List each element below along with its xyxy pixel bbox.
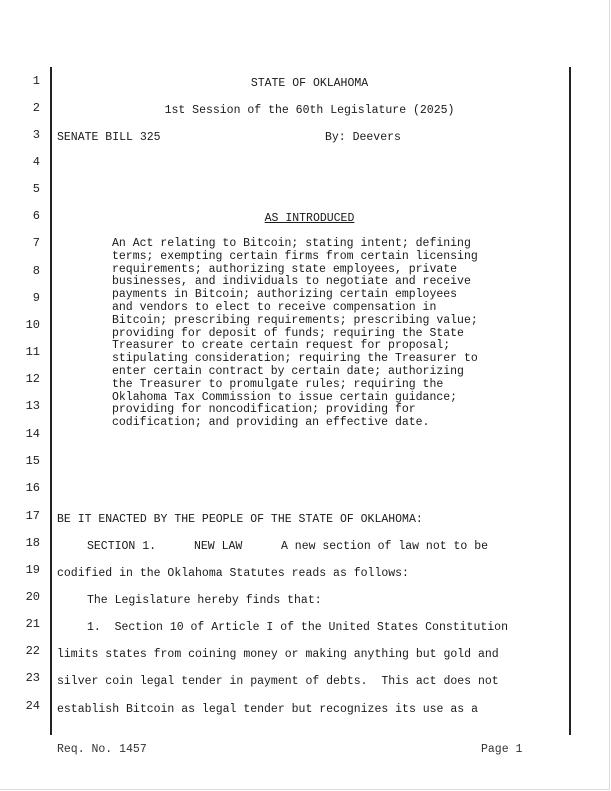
line-number: 15 xyxy=(25,454,40,468)
line-number: 24 xyxy=(25,699,40,713)
line-number: 22 xyxy=(25,644,40,658)
bill-author: By: Deevers xyxy=(325,131,401,144)
session-heading: 1st Session of the 60th Legislature (2025) xyxy=(164,104,455,117)
line-number: 10 xyxy=(25,318,40,332)
title-line: Bitcoin; prescribing requirements; prescribing value; xyxy=(112,313,478,327)
section-type: NEW LAW xyxy=(194,540,243,553)
state-heading: STATE OF OKLAHOMA xyxy=(250,77,369,90)
body-line: silver coin legal tender in payment of debts. This act does not xyxy=(57,675,499,688)
body-line: 1. Section 10 of Article I of the United States Constitution xyxy=(87,621,508,634)
line-number: 4 xyxy=(32,155,40,169)
body-line: establish Bitcoin as legal tender but recognizes its use as a xyxy=(57,703,478,716)
title-line: requirements; authorizing state employees, private xyxy=(112,262,458,276)
title-line: Oklahoma Tax Commission to issue certain guidance; xyxy=(112,390,458,404)
line-number: 17 xyxy=(25,509,40,523)
line-number: 11 xyxy=(25,345,40,359)
title-line: businesses, and individuals to negotiate and receive xyxy=(112,275,471,289)
line-number: 18 xyxy=(25,536,40,550)
title-line: An Act relating to Bitcoin; stating intent; defining xyxy=(112,237,471,250)
line-number: 23 xyxy=(25,671,40,685)
line-number: 5 xyxy=(32,182,40,196)
status-heading xyxy=(57,212,562,226)
request-number: Req. No. 1457 xyxy=(57,743,147,756)
line-number: 21 xyxy=(25,617,40,631)
left-margin-rule xyxy=(50,67,52,735)
enacting-clause: BE IT ENACTED BY THE PEOPLE OF THE STATE OF OKLAHOMA: xyxy=(57,513,423,526)
title-line: and vendors to elect to receive compensation in xyxy=(112,300,437,314)
title-line: terms; exempting certain firms from certain licensing xyxy=(112,249,478,263)
status-text: AS INTRODUCED xyxy=(264,212,355,225)
line-number: 13 xyxy=(25,399,40,413)
line-number: 16 xyxy=(25,481,40,495)
title-line: stipulating consideration; requiring the Treasurer to xyxy=(112,352,478,366)
title-line: providing for deposit of funds; requiring the State xyxy=(112,326,464,340)
line-number: 1 xyxy=(32,74,40,88)
bill-title-block xyxy=(112,238,512,430)
body-line: limits states from coining money or making anything but gold and xyxy=(57,648,499,661)
line-number: 9 xyxy=(32,291,40,305)
line-number: 8 xyxy=(32,264,40,278)
line-number: 20 xyxy=(25,590,40,604)
right-margin-rule xyxy=(569,67,571,735)
line-number: 3 xyxy=(32,128,40,142)
title-line: providing for noncodification; providing for xyxy=(112,403,416,417)
line-number: 7 xyxy=(32,236,40,250)
line-number: 12 xyxy=(25,372,40,386)
line-number: 14 xyxy=(25,427,40,441)
line-number: 6 xyxy=(32,209,40,223)
bill-number: SENATE BILL 325 xyxy=(57,131,161,144)
body-line: codified in the Oklahoma Statutes reads as follows: xyxy=(57,567,409,580)
title-line: codification; and providing an effective date. xyxy=(112,416,430,430)
title-line: the Treasurer to promulgate rules; requiring the xyxy=(112,377,444,391)
title-line: enter certain contract by certain date; authorizing xyxy=(112,364,464,378)
section-intro: A new section of law not to be xyxy=(281,540,489,553)
title-line: payments in Bitcoin; authorizing certain employees xyxy=(112,288,458,302)
title-line: Treasurer to create certain request for proposal; xyxy=(112,339,451,353)
page-number: Page 1 xyxy=(481,743,523,756)
line-number: 19 xyxy=(25,563,40,577)
body-line: The Legislature hereby finds that: xyxy=(87,594,322,607)
section-label: SECTION 1. xyxy=(87,540,157,553)
line-number: 2 xyxy=(32,101,40,115)
